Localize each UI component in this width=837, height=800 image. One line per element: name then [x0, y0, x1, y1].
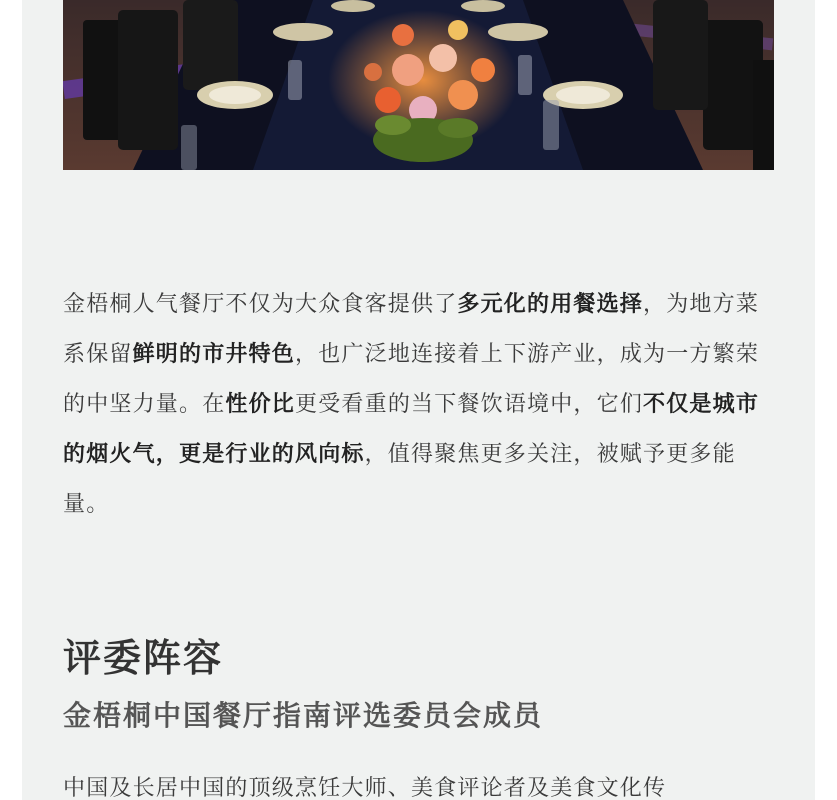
section-title: 评委阵容 [63, 636, 224, 680]
banquet-photo [63, 0, 774, 170]
article-page [22, 0, 815, 800]
body-text: ，值得聚焦更多关注，被赋予更多能量。 [63, 442, 736, 517]
intro-paragraph [63, 280, 775, 530]
banquet-photo-illustration [63, 0, 774, 170]
body-text: ，也广泛地连接着上下游产业，成为一方繁荣的中坚力量。在 [63, 342, 760, 417]
emphasis-text: 性价比 [225, 392, 296, 417]
emphasis-text: 不仅是城市的烟火气，更是行业的风向标 [63, 392, 760, 467]
body-text: 金梧桐人气餐厅不仅为大众食客提供了 [63, 292, 458, 317]
judges-paragraph: 中国及长居中国的顶级烹饪大师、美食评论者及美食文化传 [63, 776, 667, 800]
body-text: ，为地方菜系保留 [63, 292, 760, 367]
emphasis-text: 鲜明的市井特色 [132, 342, 296, 367]
body-text: 更受看重的当下餐饮语境中，它们 [295, 392, 644, 417]
emphasis-text: 多元化的用餐选择 [457, 292, 644, 317]
section-subtitle: 金梧桐中国餐厅指南评选委员会成员 [63, 699, 544, 732]
